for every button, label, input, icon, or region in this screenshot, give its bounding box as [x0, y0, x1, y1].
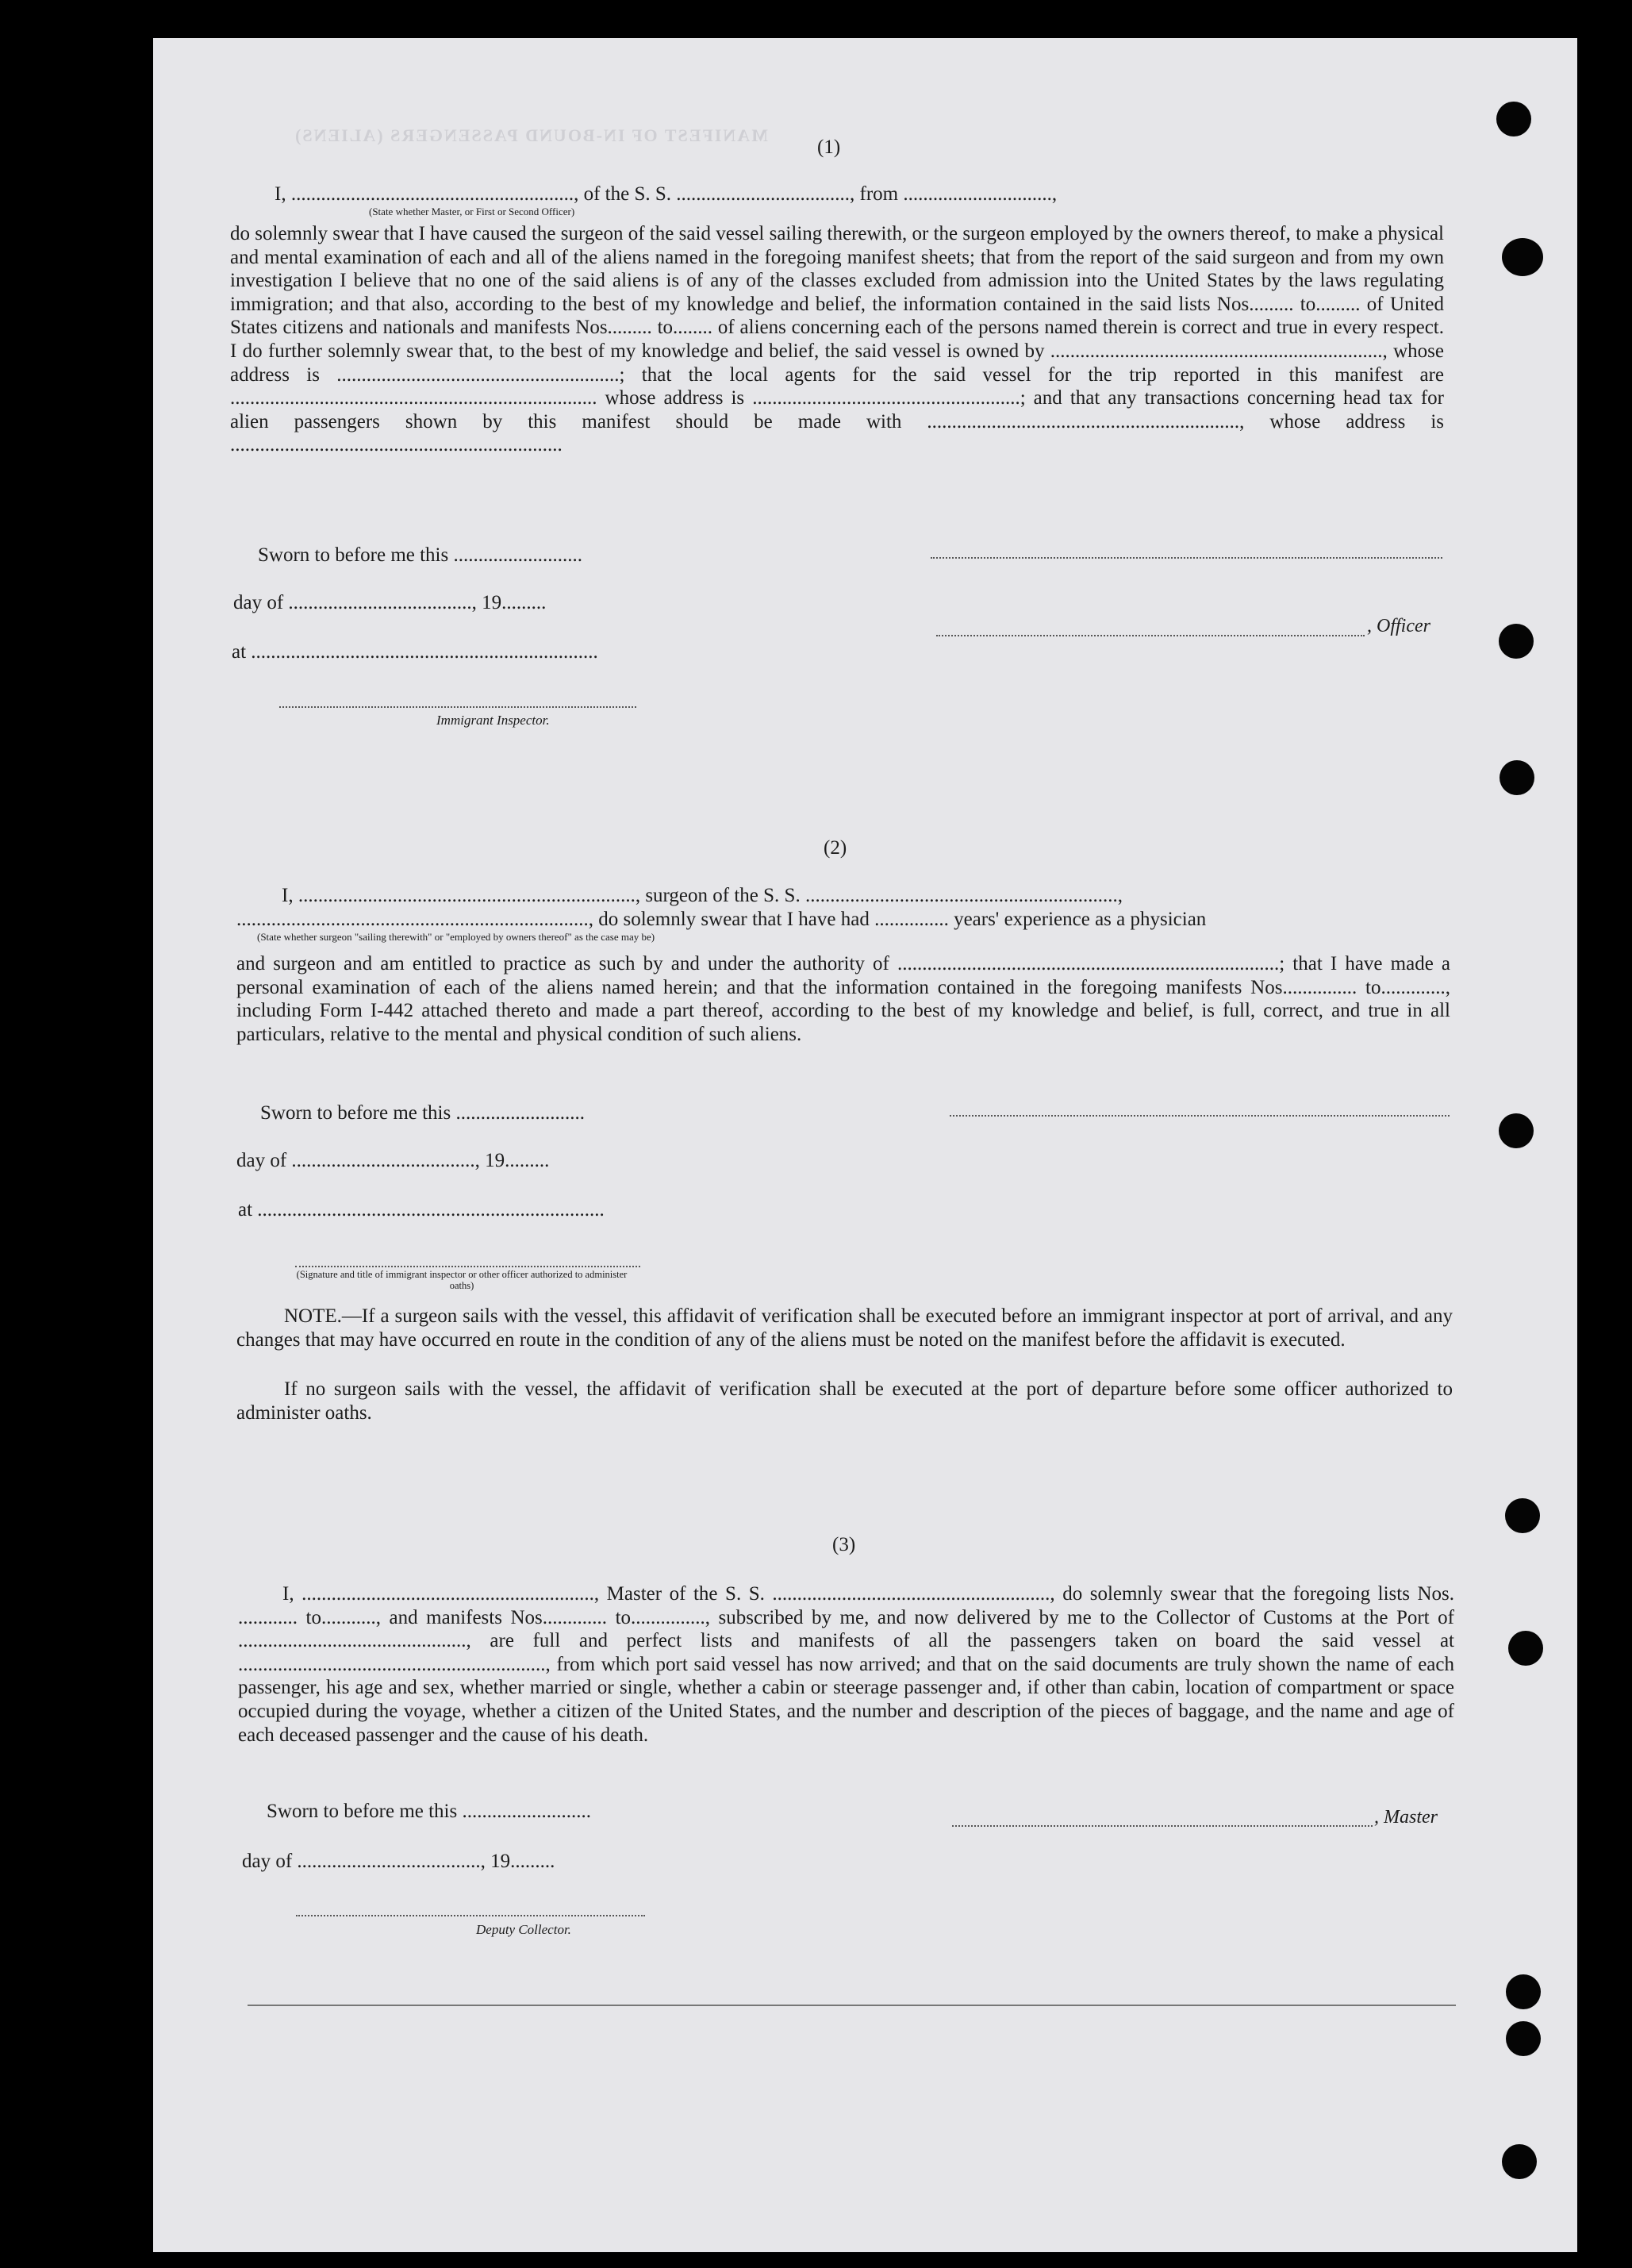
- section2-signature-line: [295, 1266, 640, 1267]
- section2-number: (2): [824, 837, 847, 859]
- bottom-rule: [248, 2005, 1456, 2006]
- section2-line2: ......................................................................., do solemnly swear that I have had ............... years' experience as a physician: [236, 909, 1207, 930]
- punch-hole: [1506, 2021, 1541, 2056]
- inspector-signature-line: [279, 706, 636, 708]
- surgeon-signature-line: [950, 1115, 1450, 1117]
- section3-day-of: day of ....................................., 19.........: [242, 1851, 555, 1872]
- punch-hole: [1499, 1113, 1534, 1148]
- punch-hole: [1502, 2144, 1537, 2179]
- section3-body: I, ..........................................................., Master of the S. S. ........................................................, do solemnly swear that the foregoing lists Nos. ............ to..........., and manifests Nos............. to..............., subscribed by me, and now delivered by me to the Collector of Customs at the Port of .............................................., are full and perfect lists and manifests of all the passengers taken on board the said vessel at .............................................................., from which port said vessel has now arrived; and that on the said documents are truly shown the name of each passenger, his age and sex, whether married or single, whether a cabin or steerage passenger and, if other than cabin, location of compartment or space occupied during the voyage, whether a citizen of the United States, and the number and description of the pieces of baggage, and the name and age of each deceased passenger and the cause of his death.: [238, 1583, 1454, 1746]
- section3-sworn: Sworn to before me this ..........................: [267, 1801, 591, 1822]
- punch-hole: [1505, 1498, 1540, 1533]
- officer-caption: , Officer: [1367, 616, 1430, 636]
- master-signature-line: [952, 1825, 1373, 1827]
- section1-day-of: day of ....................................., 19.........: [233, 592, 547, 613]
- section1-at: at ......................................................................: [232, 641, 598, 663]
- punch-hole: [1499, 624, 1534, 659]
- collector-signature-line: [296, 1915, 645, 1916]
- section2-at: at ......................................................................: [238, 1199, 605, 1220]
- section1-number: (1): [817, 136, 841, 158]
- officer-signature-line: [936, 635, 1365, 636]
- ghost-header: MANIFEST OF IN-BOUND PASSENGERS (ALIENS): [294, 125, 768, 145]
- master-caption: , Master: [1374, 1807, 1438, 1828]
- section2-lead: I, ...................................................................., surgeon of the S. S. ...............................................................,: [282, 885, 1123, 906]
- punch-hole: [1508, 1631, 1543, 1666]
- section2-signature-caption: (Signature and title of immigrant inspector or other officer authorized to administer oaths): [296, 1269, 628, 1291]
- punch-hole: [1496, 102, 1531, 136]
- section1-lead: I, ........................................................., of the S. S. ..................................., from ..............................,: [275, 183, 1058, 205]
- punch-hole: [1506, 1974, 1541, 2009]
- note-paragraph-2: If no surgeon sails with the vessel, the affidavit of verification shall be executed at the port of departure before some officer authorized to administer oaths.: [236, 1378, 1453, 1424]
- inspector-caption: Immigrant Inspector.: [436, 713, 550, 728]
- section2-line2-hint: (State whether surgeon "sailing therewith" or "employed by owners thereof" as the case may be): [257, 931, 655, 943]
- punch-hole: [1502, 238, 1543, 276]
- punch-hole: [1500, 760, 1534, 795]
- collector-caption: Deputy Collector.: [476, 1922, 571, 1937]
- section2-body: and surgeon and am entitled to practice as such by and under the authority of .............................................................................; that I have made a personal examination of each of the aliens named herein; and that the information contained in the foregoing manifests Nos............... to............., including Form I-442 attached thereto and made a part thereof, according to the best of my knowledge and belief, is full, correct, and true in all particulars, relative to the mental and physical condition of such aliens.: [236, 953, 1450, 1045]
- section1-lead-hint: (State whether Master, or First or Second Officer): [369, 206, 575, 217]
- section2-day-of: day of ....................................., 19.........: [236, 1150, 550, 1171]
- note-paragraph-1: NOTE.—If a surgeon sails with the vessel, this affidavit of verification shall be executed before an immigrant inspector at port of arrival, and any changes that may have occurred en route in the condition of any of the aliens must be noted on the manifest before the affidavit is executed.: [236, 1305, 1453, 1351]
- section2-sworn: Sworn to before me this ..........................: [260, 1102, 585, 1124]
- section1-sworn: Sworn to before me this ..........................: [258, 544, 582, 566]
- section3-number: (3): [832, 1534, 856, 1555]
- section1-body: do solemnly swear that I have caused the surgeon of the said vessel sailing therewith, or the surgeon employed by the owners thereof, to make a physical and mental examination of each and all of the aliens named in the foregoing manifest sheets; that from the report of the said surgeon and from my own investigation I believe that no one of the said aliens is of any of the classes excluded from admission into the United States by the laws regulating immigration; and that also, according to the best of my knowledge and belief, the information contained in the said lists Nos......... to......... of United States citizens and nationals and manifests Nos......... to........ of aliens concerning each of the persons named therein is correct and true in every respect. I do further solemnly swear that, to the best of my knowledge and belief, the said vessel is owned by ..................................................................., whose address is .........................................................; that the local agents for the said vessel for the trip reported in this manifest are .......................................................................... whose address is ......................................................; and that any transactions concerning head tax for alien passengers shown by this manifest should be made with ..............................................................., whose address is ...................................................................: [230, 223, 1444, 456]
- section1-signature-line: [931, 557, 1442, 559]
